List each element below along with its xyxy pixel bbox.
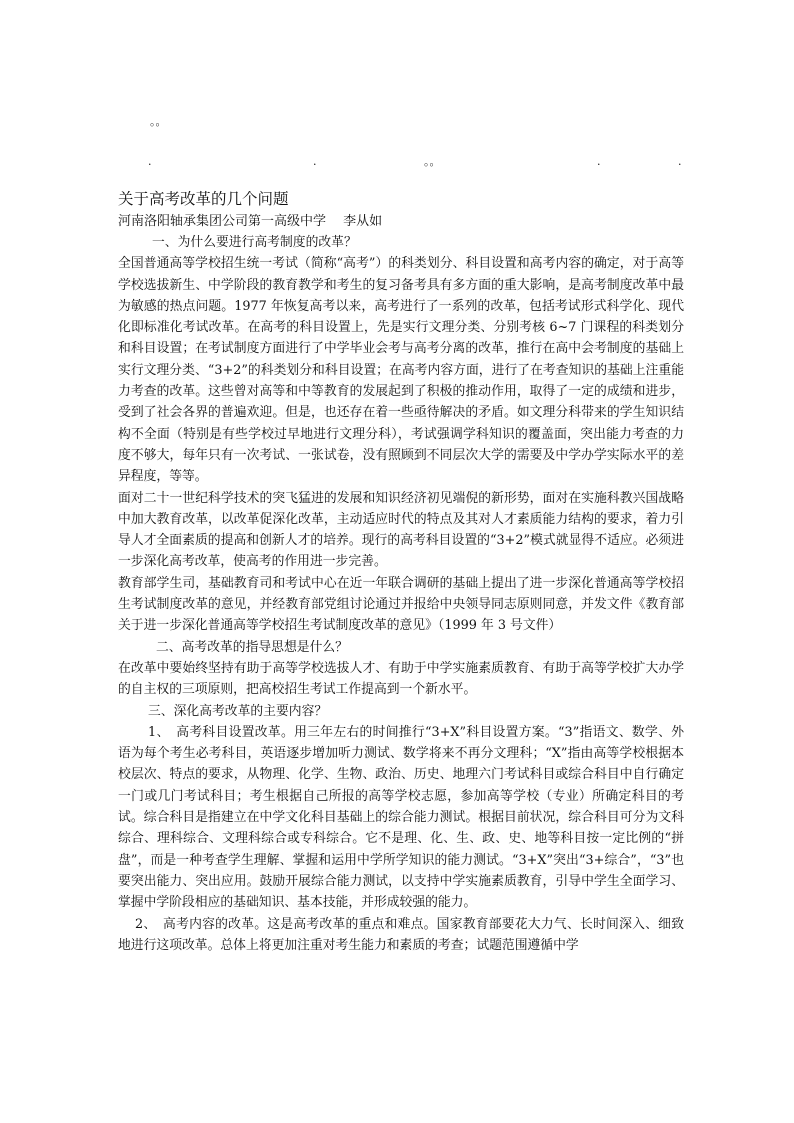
paragraph-1: 全国普通高等学校招生统一考试（简称“高考”）的科类划分、科目设置和高考内容的确定，对于高等学校选拔新生、中学阶段的教育教学和考生的复习备考具有多方面的重大影响，是高考制度改革中最为敏感的热点问题。1977 年恢复高考以来，高考进行了一系列的改革，包括考试形式科学化、现代化即标准化考试改革。在高考的科目设置上，先是实行文理分类、分别考核 6~7 门课程的科类划分和科目设置；在考试制度方面进行了中学毕业会考与高考分离的改革，推行在高中会考制度的基础上实行文理分类、“3+2”的科类划分和科目设置；在高考内容方面，进行了在考查知识的基础上注重能力考查的改革。这些曾对高等和中等教育的发展起到了积极的推动作用，取得了一定的成绩和进步，受到了社会各界的普遍欢迎。但是，也还存在着一些亟待解决的矛盾。如文理分科带来的学生知识结构不全面（特别是有些学校过早地进行文理分科），考试强调学科知识的覆盖面，突出能力考查的力度不够大，每年只有一次考试、一张试卷，没有照顾到不同层次大学的需要及中学办学实际水平的差异程度，等等。 <box>118 256 684 485</box>
section-heading-2: 二、高考改革的指导思想是什么？ <box>156 639 348 655</box>
paragraph-6: 2、 高考内容的改革。这是高考改革的重点和难点。国家教育部要花大力气、长时间深入、细致地进行这项改革。总体上将更加注重对考生能力和素质的考查；试题范围遵循中学 <box>118 916 684 953</box>
paragraph-5: 1、 高考科目设置改革。用三年左右的时间推行“3+X”科目设置方案。“3”指语文、数学、外语为每个考生必考科目，英语逐步增加听力测试、数学将来不再分文理科；“X”指由高等学校根据本校层次、特点的要求，从物理、化学、生物、政治、历史、地理六门考试科目或综合科目中自行确定一门或几门考试科目；考生根据自己所报的高等学校志愿，参加高等学校（专业）所确定科目的考试。综合科目是指建立在中学文化科目基础上的综合能力测试。根据目前状况，综合科目可分为文科综合、理科综合、文理科综合或专科综合。它不是理、化、生、政、史、地等科目按一定比例的“拼盘”，而是一种考查学生理解、掌握和运用中学所学知识的能力测试。“3+X”突出“3+综合”，“3”也要突出能力、突出应用。鼓励开展综合能力测试，以支持中学实施素质教育，引导中学生全面学习、掌握中学阶段相应的基础知识、基本技能，并形成较强的能力。 <box>118 724 684 911</box>
mark-row-1: . <box>148 155 152 168</box>
paragraph-3: 教育部学生司，基础教育司和考试中心在近一年联合调研的基础上提出了进一步深化普通高等学校招生考试制度改革的意见，并经教育部党组讨论通过并报给中央领导同志原则同意，并发文件《教育部关于进一步深化普通高等学校招生考试制度改革的意见》（1999 年 3 号文件） <box>118 575 684 634</box>
mark-row-4: . <box>597 155 601 168</box>
mark-top-left: 。。 <box>150 115 167 128</box>
mark-row-5: . <box>678 155 682 168</box>
section-heading-3: 三、深化高考改革的主要内容？ <box>148 703 328 719</box>
mark-row-2: . <box>313 155 317 168</box>
document-body <box>118 186 684 956</box>
document-author: 河南洛阳轴承集团公司第一高级中学 李从如 <box>118 214 383 229</box>
paragraph-4: 在改革中要始终坚持有助于高等学校选拔人才、有助于中学实施素质教育、有助于高等学校扩大办学的自主权的三项原则，把高校招生考试工作提高到一个新水平。 <box>118 660 684 698</box>
mark-row-3: 。。 <box>424 155 441 168</box>
document-title: 关于高考改革的几个问题 <box>118 190 289 208</box>
section-heading-1: 一、为什么要进行高考制度的改革？ <box>152 235 357 250</box>
paragraph-2: 面对二十一世纪科学技术的突飞猛进的发展和知识经济初见端倪的新形势，面对在实施科教兴国战略中加大教育改革，以改革促深化改革，主动适应时代的特点及其对人才素质能力结构的要求，着力引导人才全面素质的提高和创新人才的培养。现行的高考科目设置的“3+2”模式就显得不适应。必须进一步深化高考改革，使高考的作用进一步完善。 <box>118 490 684 570</box>
